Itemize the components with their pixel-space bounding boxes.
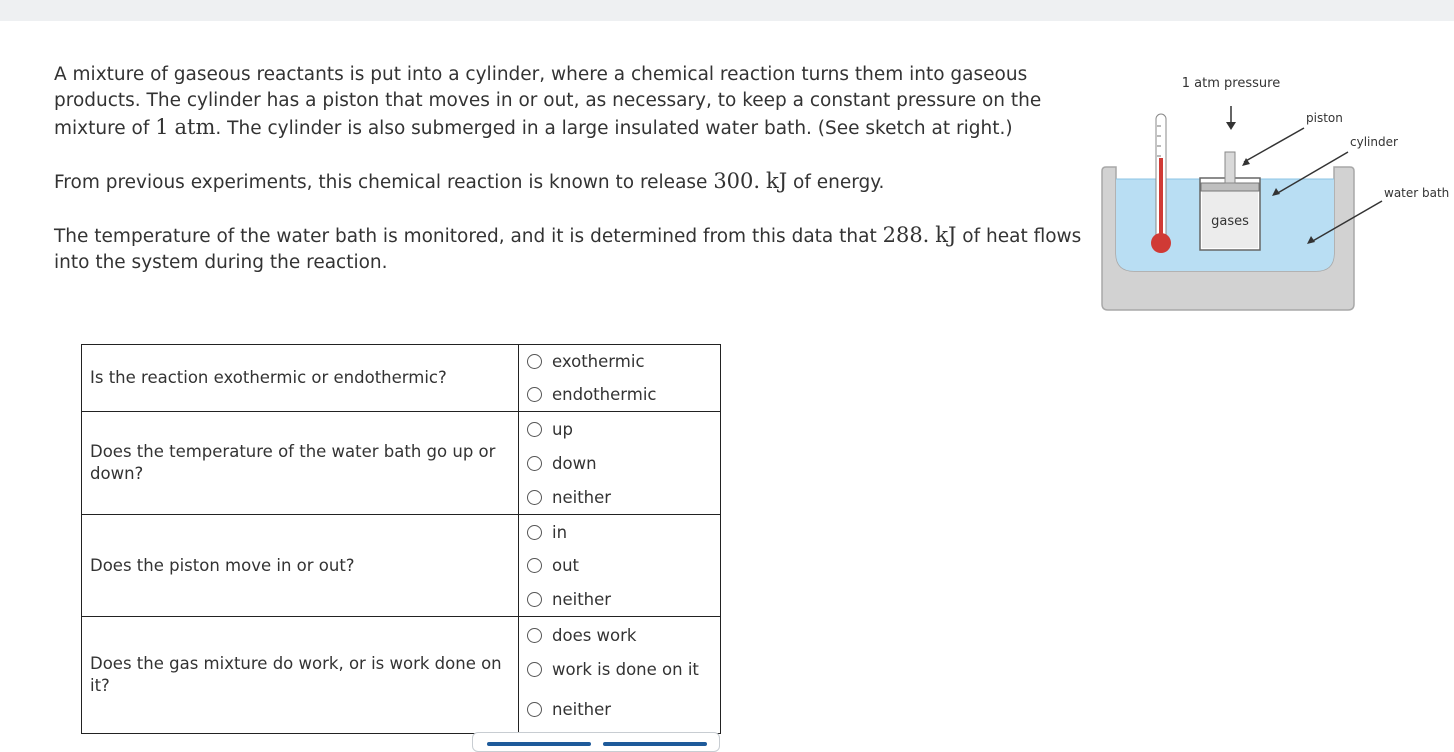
radio-button[interactable] [527,558,542,573]
question-row [82,345,721,412]
problem-paragraph-2 [54,168,1084,196]
cylinder-label: cylinder [1350,135,1398,149]
problem-text: A mixture of gaseous reactants is put into a cylinder, where a chemical reaction turns them into gaseous products. The cylinder has a piston that moves in or out, as necessary, to keep a constant pressure on the mixture of [54,64,1042,139]
energy-value: 300. [713,169,761,193]
option-neither[interactable] [527,685,712,733]
radio-button[interactable] [527,662,542,677]
radio-button[interactable] [527,490,542,505]
radio-button[interactable] [527,592,542,607]
piston-rod [1225,152,1235,183]
energy-unit: kJ [765,169,788,193]
problem-text: From previous experiments, this chemical reaction is known to release [54,172,714,193]
option-endothermic[interactable] [527,378,712,411]
action-button[interactable] [487,742,591,746]
cylinder-diagram [1096,66,1454,316]
problem-text: The temperature of the water bath is monitored, and it is determined from this data that [54,226,883,247]
problem-paragraph-3 [54,222,1084,276]
radio-button[interactable] [527,525,542,540]
water-bath-label: water bath [1384,186,1450,200]
question-row [82,617,721,734]
action-buttons-area [472,732,720,752]
radio-button[interactable] [527,422,542,437]
question-row [82,515,721,617]
pressure-value: 1 [155,115,169,139]
radio-button[interactable] [527,354,542,369]
option-label: work is done on it [552,659,699,679]
gases-label: gases [1211,214,1249,229]
option-does-work[interactable] [527,617,712,653]
option-label: does work [552,625,637,645]
thermometer-bulb [1151,233,1171,253]
answer-options [519,515,721,617]
option-label: exothermic [552,352,645,371]
answer-options [519,345,721,412]
question-text: Does the temperature of the water bath go up or down? [82,412,519,515]
thermometer-mercury [1159,158,1163,244]
option-label: down [552,453,597,473]
heat-value: 288. [882,223,930,247]
option-label: out [552,556,580,575]
option-label: neither [552,699,612,719]
answer-options [519,412,721,515]
option-in[interactable] [527,515,712,549]
option-down[interactable] [527,446,712,480]
radio-button[interactable] [527,628,542,643]
problem-paragraph-1 [54,62,1084,142]
question-row [82,412,721,515]
option-label: neither [552,487,612,507]
top-strip [0,0,1454,21]
radio-button[interactable] [527,702,542,717]
problem-statement [54,62,1084,276]
option-label: in [552,522,568,542]
radio-button[interactable] [527,456,542,471]
action-button[interactable] [603,742,707,746]
heat-unit: kJ [935,223,957,247]
question-text: Does the piston move in or out? [82,515,519,617]
pressure-arrow [1226,106,1236,130]
pressure-label: 1 atm pressure [1181,76,1281,91]
option-exothermic[interactable] [527,345,712,378]
option-up[interactable] [527,412,712,446]
piston-label: piston [1306,111,1343,125]
option-out[interactable] [527,549,712,582]
radio-button[interactable] [527,387,542,402]
pressure-unit: atm [174,115,216,139]
questions-table [81,344,721,734]
option-neither[interactable] [527,480,712,514]
problem-text: . The cylinder is also submerged in a large insulated water bath. (See sketch at right.) [215,118,1013,139]
problem-text: of energy. [787,172,885,193]
question-text: Is the reaction exothermic or endothermic? [82,345,519,412]
option-work-is-done-on-it[interactable] [527,653,712,685]
problem-text: of heat flows into the system during the reaction. [54,226,1082,273]
piston-arrow [1242,128,1304,166]
answer-options [519,617,721,734]
piston [1201,183,1259,191]
option-neither[interactable] [527,582,712,616]
option-label: endothermic [552,385,657,404]
option-label: up [552,419,573,439]
option-label: neither [552,589,612,609]
question-text: Does the gas mixture do work, or is work done on it? [82,617,519,734]
